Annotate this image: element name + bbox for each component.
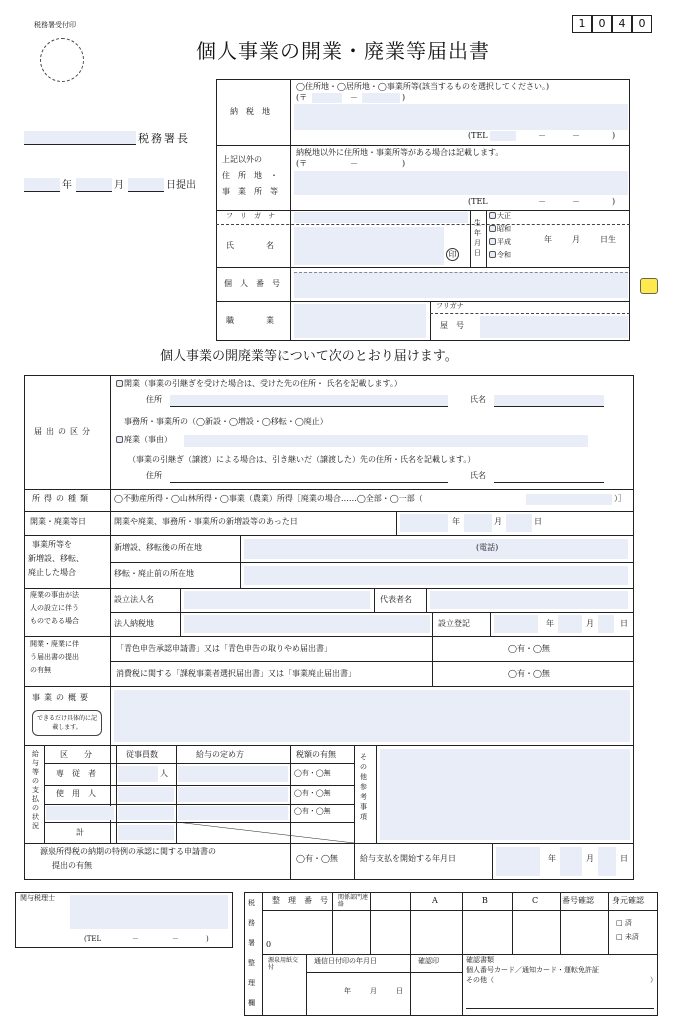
furigana-label: フ リ ガ ナ	[226, 212, 275, 220]
receipt-stamp-circle	[40, 38, 84, 82]
kyuyo-header: 給与の定め方	[196, 750, 244, 759]
aoiro-yes-no[interactable]: ◯有・◯無	[508, 644, 550, 653]
setsuritsu-label: 設立登記	[438, 619, 470, 628]
zeirishi-tel-dash: －	[132, 935, 139, 943]
kubun-label: 届出の区分	[34, 427, 94, 436]
shohizei-yes-no[interactable]: ◯有・◯無	[508, 669, 550, 678]
kyuyo-header: 従事員数	[126, 750, 158, 759]
seiri-bango-label: 整 理 番 号	[272, 896, 328, 905]
other-address-note: 納税地以外に住所地・事業所等がある場合は記載します。	[296, 148, 504, 157]
form-subtitle: 個人事業の開廃業等について次のとおり届けます。	[160, 349, 458, 364]
sonota-label: その他参考事項	[360, 753, 367, 821]
office-side-label: 署	[248, 939, 255, 947]
kyuyo-row-field[interactable]	[46, 806, 114, 820]
era-heisei[interactable]: 平成	[489, 238, 511, 247]
setsuritsu-year-label: 年	[546, 619, 554, 628]
kaigyo-option[interactable]: 開業（事業の引継ぎを受けた場合は、受けた先の住所・ 氏名を記載します。）	[116, 380, 402, 389]
new-location-phone-label: (電話)	[476, 543, 499, 552]
hikitsugi-address-label: 住所	[146, 471, 162, 480]
hikitsugi-name-field[interactable]	[494, 482, 604, 483]
submit-day-label: 日提出	[166, 180, 196, 191]
nozeichi-tel-dash: －	[538, 131, 546, 140]
shohizei-label: 消費税に関する「課税事業者選択届出書」又は「事業廃止届出書」	[116, 669, 356, 678]
other-address-label: 上記以外の	[222, 155, 262, 164]
kakunin-shorui-label: 確認書類	[466, 956, 494, 964]
submit-year-field[interactable]	[24, 178, 60, 192]
hojin-nozei-label: 法人納税地	[114, 619, 154, 628]
mimoto-notdone-checkbox[interactable]: □ 未済	[616, 933, 639, 941]
shiharai-year-field[interactable]	[496, 847, 540, 876]
shotoku-options[interactable]: ◯不動産所得・◯山林所得・◯事業（農業）所得［廃業の場合……◯全部・◯一部（	[114, 494, 423, 503]
seal-mark: 印	[446, 248, 459, 261]
hikitsugi-note: （事業の引継ぎ（譲渡）による場合は、引き継いだ（譲渡した）先の住所・氏名を記載します。）	[128, 455, 476, 464]
nozeichi-options[interactable]: ◯住所地・◯居所地・◯事業所等(該当するものを選択してください。)	[296, 82, 550, 91]
setsuritsu-month-label: 月	[586, 619, 594, 628]
office-side-label: 税	[248, 899, 255, 907]
kaigyo-year-label: 年	[452, 517, 460, 526]
page-title: 個人事業の開業・廃業等届出書	[196, 39, 490, 63]
jigyosho-label: 廃止した場合	[28, 568, 76, 577]
kaigyo-address-label: 住所	[146, 395, 162, 404]
gaiyo-label: 事業の概要	[32, 693, 92, 702]
comment-icon[interactable]	[640, 278, 658, 294]
bango-kakunin-label: 番号確認	[562, 896, 594, 905]
gaiyo-note: できるだけ具体的に記載します。	[32, 710, 102, 736]
shotoku-close: ）］	[614, 494, 626, 503]
gaiyo-field[interactable]	[114, 690, 630, 742]
job-label: 職 業	[226, 316, 274, 325]
sonota-field[interactable]	[380, 749, 630, 840]
form-code-digit: 1	[572, 15, 592, 33]
daihyo-label: 代表者名	[380, 595, 412, 604]
date-label: 開業・廃業等日	[30, 517, 86, 526]
setsuritsu-month-field[interactable]	[558, 615, 582, 633]
hikitsugi-address-field[interactable]	[170, 482, 448, 483]
nozeichi-postal-dash: －	[350, 93, 358, 102]
mynumber-field[interactable]	[294, 272, 628, 298]
kyuyo-count-field[interactable]	[118, 806, 174, 820]
kyuyo-total-field[interactable]	[118, 825, 174, 840]
tsushin-day-label: 日	[396, 987, 403, 995]
nozeichi-postal-2[interactable]	[362, 93, 400, 103]
yago-label: 屋 号	[440, 321, 464, 330]
kyuyo-tax-yes-no[interactable]: ◯有・◯無	[294, 807, 331, 815]
other-postal-prefix: (〒	[296, 159, 308, 168]
other-address-label: 事 業 所 等	[222, 187, 278, 196]
name-field[interactable]	[294, 227, 444, 265]
gensen-label: 源泉所得税の納期の特例の承認に関する申請書の	[40, 847, 216, 856]
birth-day-label: 日生	[600, 235, 616, 244]
nozeichi-tel-label: (TEL	[468, 131, 488, 140]
zeirishi-tel-label: (TEL	[84, 935, 102, 943]
era-showa[interactable]: 昭和	[489, 225, 511, 234]
jigyosho-label: 事業所等を	[32, 540, 72, 549]
shiharai-year-label: 年	[548, 854, 556, 863]
kyuyo-count-field[interactable]	[118, 787, 174, 802]
name-label: 氏 名	[226, 241, 274, 250]
submit-month-label: 月	[114, 180, 124, 191]
yago-field[interactable]	[480, 316, 628, 338]
col-c-label: C	[532, 896, 539, 905]
hojin-label: 廃業の事由が法	[30, 591, 79, 599]
hojin-nozei-field[interactable]	[184, 615, 430, 633]
nozeichi-postal-prefix: (〒	[296, 93, 308, 102]
daihyo-field[interactable]	[430, 591, 628, 609]
furigana-field[interactable]	[294, 212, 468, 223]
nozeichi-address-field[interactable]	[294, 104, 628, 130]
shiharai-label: 給与支払を開始する年月日	[360, 854, 456, 863]
shinsei-label: の有無	[30, 666, 51, 674]
hojin-label: 人の設立に伴う	[30, 604, 79, 612]
yago-furigana-label: フリガナ	[436, 302, 464, 310]
other-postal-dash: －	[350, 159, 358, 168]
birth-year-label: 年	[544, 235, 552, 244]
tsushin-label: 通信日付印の年月日	[314, 957, 377, 965]
office-side-label: 整	[248, 959, 255, 967]
kakunin-in-label: 確認印	[418, 957, 439, 965]
kaigyo-month-field[interactable]	[464, 514, 492, 532]
kaigyo-address-field[interactable]	[170, 395, 448, 407]
aoiro-label: 「青色申告承認申請書」又は「青色申告の取りやめ届出書」	[116, 644, 332, 653]
setsuritsu-day-field[interactable]	[598, 615, 614, 633]
kaigyo-name-field[interactable]	[494, 395, 604, 407]
nozeichi-postal-1[interactable]	[312, 93, 342, 103]
nozeichi-tel-close: )	[612, 131, 616, 140]
kankei-label: 関係部門連 絡	[338, 894, 381, 908]
office-side-label: 欄	[248, 999, 255, 1007]
kyuyo-header: 区 分	[60, 750, 92, 759]
kyuyo-total-diagonal	[176, 822, 354, 843]
other-tel-close: )	[612, 197, 616, 206]
hojin-name-field[interactable]	[184, 591, 370, 609]
other-address-label: 住 所 地 ・	[222, 171, 278, 180]
birth-month-label: 月	[572, 235, 580, 244]
kaigyo-day-field[interactable]	[506, 514, 532, 532]
kyuyo-total-label: 計	[76, 828, 84, 837]
nozeichi-tel-dash: －	[572, 131, 580, 140]
kyuyo-method-field[interactable]	[178, 787, 288, 802]
shiharai-month-field[interactable]	[560, 847, 582, 876]
kyuyo-header: 税額の有無	[296, 750, 336, 759]
stamp-label: 税務署受付印	[34, 21, 76, 29]
shotoku-partial-field[interactable]	[526, 494, 612, 505]
other-address-field[interactable]	[294, 171, 628, 195]
zeirishi-label: 関与税理士	[20, 894, 55, 902]
tsushin-month-label: 月	[370, 987, 377, 995]
kaigyo-year-field[interactable]	[400, 514, 448, 532]
nozeichi-tel-1[interactable]	[490, 131, 516, 141]
tsushin-year-label: 年	[344, 987, 351, 995]
form-code-digit: 4	[612, 15, 632, 33]
shinsei-label: 開業・廃業に伴	[30, 640, 79, 648]
hikitsugi-name-label: 氏名	[470, 471, 486, 480]
kakunin-shorui-types: 個人番号カード／通知カード・運転免許証	[466, 966, 599, 974]
new-location-field[interactable]	[244, 539, 628, 559]
haigyo-reason-field[interactable]	[184, 435, 588, 447]
kakunin-number-line	[466, 1008, 654, 1009]
kaigyo-name-label: 氏名	[470, 395, 486, 404]
old-location-field[interactable]	[244, 566, 628, 585]
other-postal-close: )	[402, 159, 406, 168]
zeirishi-tel-close: )	[206, 935, 209, 943]
other-tel-dash: －	[538, 197, 546, 206]
era-taisho[interactable]: 大正	[489, 212, 511, 221]
office-side-label: 理	[248, 979, 255, 987]
kyuyo-method-field[interactable]	[178, 806, 288, 820]
kyuyo-side-label: 給与等の支払の状況	[32, 750, 39, 830]
nozeichi-postal-close: )	[402, 93, 406, 102]
kyuyo-unit: 人	[160, 769, 168, 778]
col-a-label: A	[432, 896, 438, 905]
form-code-digit: 0	[592, 15, 612, 33]
kyuyo-row-label: 専 従 者	[56, 769, 96, 778]
era-reiwa[interactable]: 令和	[489, 251, 511, 260]
kyuyo-row-label: 使 用 人	[56, 789, 96, 798]
kyuyo-tax-yes-no[interactable]: ◯有・◯無	[294, 769, 331, 777]
gensen-yes-no[interactable]: ◯有・◯無	[296, 854, 338, 863]
shiharai-day-label: 日	[620, 854, 628, 863]
form-code-digit: 0	[632, 15, 652, 33]
other-tel-label: (TEL	[468, 197, 488, 206]
hojin-name-label: 設立法人名	[114, 595, 154, 604]
zeirishi-field[interactable]	[70, 895, 228, 929]
other-tel-dash: －	[572, 197, 580, 206]
hojin-label: ものである場合	[30, 617, 79, 625]
tax-office-field[interactable]	[24, 131, 136, 145]
mynumber-label: 個 人 番 号	[224, 279, 280, 288]
shinsei-label: う届出書の提出	[30, 653, 79, 661]
jigyosho-change-line[interactable]: 事務所・事業所の（◯新設・◯増設・◯移転・◯廃止）	[124, 417, 328, 426]
kyuyo-method-field[interactable]	[178, 766, 288, 782]
kyuyo-count-field[interactable]	[118, 766, 158, 782]
nozeichi-label: 納 税 地	[230, 107, 270, 116]
date-desc: 開業や廃業、事務所・事業所の新増設等のあった日	[114, 517, 298, 526]
col-b-label: B	[482, 896, 488, 905]
kaigyo-day-label: 日	[534, 517, 542, 526]
jigyosho-label: 新増設、移転、	[28, 554, 84, 563]
setsuritsu-day-label: 日	[620, 619, 628, 628]
birth-label: 生年月日	[474, 219, 481, 257]
mimoto-done-checkbox[interactable]: □ 済	[616, 919, 632, 927]
kyuyo-tax-yes-no[interactable]: ◯有・◯無	[294, 789, 331, 797]
seiri-number-prefix: 0	[266, 940, 272, 949]
haigyo-option[interactable]: 廃業（事由）	[116, 436, 172, 445]
kakunin-shorui-close: ）	[650, 976, 657, 984]
submit-day-field[interactable]	[128, 178, 164, 192]
kakunin-shorui-other: その他（	[466, 976, 494, 984]
new-location-label: 新増設、移転後の所在地	[114, 543, 202, 552]
shotoku-label: 所得の種類	[32, 494, 92, 503]
gensen-label: 提出の有無	[52, 861, 92, 870]
zeirishi-tel-dash: －	[172, 935, 179, 943]
shiharai-month-label: 月	[586, 854, 594, 863]
tax-office-suffix: 税務署長	[138, 132, 190, 145]
job-field[interactable]	[294, 304, 426, 338]
shiharai-day-field[interactable]	[598, 847, 616, 876]
submit-month-field[interactable]	[76, 178, 112, 192]
kaigyo-month-label: 月	[494, 517, 502, 526]
setsuritsu-year-field[interactable]	[494, 615, 538, 633]
gensen-kofu-label: 源泉用紙交 付	[268, 957, 311, 971]
submit-year-label: 年	[62, 180, 72, 191]
office-side-label: 務	[248, 919, 255, 927]
old-location-label: 移転・廃止前の所在地	[114, 569, 194, 578]
mimoto-kakunin-label: 身元確認	[612, 896, 644, 905]
